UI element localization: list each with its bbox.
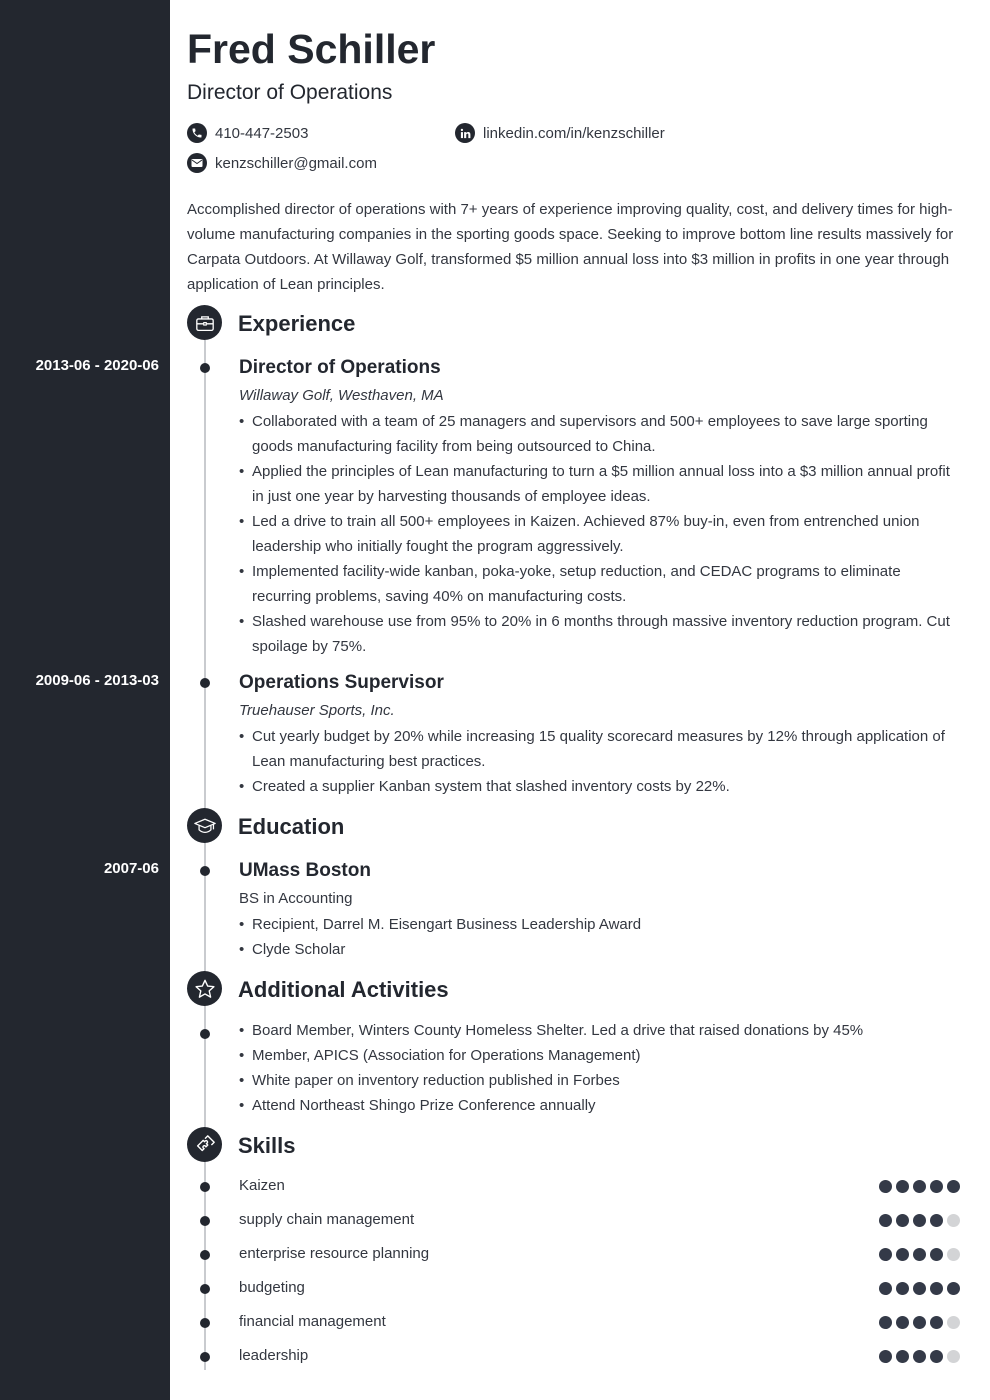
skill-name: financial management xyxy=(239,1313,386,1330)
list-item: • Applied the principles of Lean manufacturing to turn a $5 million annual loss into a $3 million annual profit in just one year by harvesting thousands of employee ideas. xyxy=(239,459,961,509)
rating-dot-filled xyxy=(947,1282,960,1295)
star-icon xyxy=(187,971,222,1006)
briefcase-icon xyxy=(187,305,222,340)
skill-rating xyxy=(879,1316,960,1329)
rating-dot-filled xyxy=(913,1214,926,1227)
linkedin-text: linkedin.com/in/kenzschiller xyxy=(483,124,665,142)
rating-dot-filled xyxy=(879,1180,892,1193)
rating-dot-filled xyxy=(930,1248,943,1261)
list-item: • Collaborated with a team of 25 managers and supervisors and 500+ employees to save large sporting goods manufacturing facility from being outsourced to China. xyxy=(239,409,961,459)
rating-dot-filled xyxy=(896,1316,909,1329)
list-item: • Board Member, Winters County Homeless Shelter. Led a drive that raised donations by 45% xyxy=(239,1018,961,1043)
email-text: kenzschiller@gmail.com xyxy=(215,154,377,172)
rating-dot-filled xyxy=(913,1282,926,1295)
list-item: • Member, APICS (Association for Operations Management) xyxy=(239,1043,961,1068)
activities-bullets xyxy=(239,1018,961,1118)
rating-dot-filled xyxy=(913,1350,926,1363)
timeline-dot xyxy=(200,363,210,373)
contact-email[interactable] xyxy=(187,153,377,173)
rating-dot-empty xyxy=(947,1214,960,1227)
skill-name: enterprise resource planning xyxy=(239,1245,430,1262)
timeline-dot xyxy=(200,1284,210,1294)
experience-heading: Experience xyxy=(238,311,356,336)
education-heading: Education xyxy=(238,814,345,839)
job-company: Willaway Golf, Westhaven, MA xyxy=(239,387,444,404)
rating-dot-filled xyxy=(930,1214,943,1227)
skill-name: leadership xyxy=(239,1347,309,1364)
rating-dot-filled xyxy=(879,1248,892,1261)
rating-dot-filled xyxy=(913,1180,926,1193)
candidate-name: Fred Schiller xyxy=(187,26,436,72)
phone-icon xyxy=(187,123,207,143)
education-bullets xyxy=(239,912,961,962)
envelope-icon xyxy=(187,153,207,173)
job-company: Truehauser Sports, Inc. xyxy=(239,702,395,719)
rating-dot-filled xyxy=(913,1316,926,1329)
rating-dot-filled xyxy=(930,1350,943,1363)
degree: BS in Accounting xyxy=(239,890,353,907)
skill-rating xyxy=(879,1180,960,1193)
puzzle-icon xyxy=(187,1127,222,1162)
rating-dot-filled xyxy=(947,1180,960,1193)
rating-dot-filled xyxy=(913,1248,926,1261)
linkedin-icon xyxy=(455,123,475,143)
rating-dot-filled xyxy=(879,1350,892,1363)
education-dates: 2007-06 xyxy=(103,860,159,877)
timeline-dot xyxy=(200,678,210,688)
school-name: UMass Boston xyxy=(239,860,371,881)
timeline-dot xyxy=(200,1318,210,1328)
list-item: • Led a drive to train all 500+ employees in Kaizen. Achieved 87% buy-in, even from entrenched union leadership who initially fought the program aggressively. xyxy=(239,509,961,559)
skill-rating xyxy=(879,1248,960,1261)
job-bullets xyxy=(239,409,961,659)
rating-dot-filled xyxy=(896,1282,909,1295)
graduation-cap-icon xyxy=(187,808,222,843)
rating-dot-filled xyxy=(930,1316,943,1329)
list-item: • Implemented facility-wide kanban, poka-yoke, setup reduction, and CEDAC programs to eliminate recurring problems, saving 40% on manufacturing costs. xyxy=(239,559,961,609)
list-item: • White paper on inventory reduction published in Forbes xyxy=(239,1068,961,1093)
timeline-dot xyxy=(200,1029,210,1039)
rating-dot-filled xyxy=(930,1282,943,1295)
skill-name: budgeting xyxy=(239,1279,305,1296)
timeline-dot xyxy=(200,866,210,876)
contact-linkedin[interactable] xyxy=(455,123,665,143)
rating-dot-empty xyxy=(947,1350,960,1363)
rating-dot-filled xyxy=(896,1214,909,1227)
list-item: • Clyde Scholar xyxy=(239,937,961,962)
list-item: • Created a supplier Kanban system that slashed inventory costs by 22%. xyxy=(239,774,961,799)
rating-dot-filled xyxy=(896,1248,909,1261)
skill-name: Kaizen xyxy=(239,1177,285,1194)
candidate-title: Director of Operations xyxy=(187,81,393,104)
activities-heading: Additional Activities xyxy=(238,977,449,1002)
skill-name: supply chain management xyxy=(239,1211,415,1228)
skill-rating xyxy=(879,1214,960,1227)
sidebar xyxy=(0,0,170,1400)
rating-dot-filled xyxy=(896,1180,909,1193)
rating-dot-filled xyxy=(879,1316,892,1329)
list-item: • Cut yearly budget by 20% while increasing 15 quality scorecard measures by 12% through application of Lean manufacturing best practices. xyxy=(239,724,961,774)
skills-heading: Skills xyxy=(238,1133,296,1158)
timeline-dot xyxy=(200,1182,210,1192)
job-title: Director of Operations xyxy=(239,357,441,378)
contact-phone[interactable] xyxy=(187,123,308,143)
job-dates: 2009-06 - 2013-03 xyxy=(35,672,159,689)
summary-paragraph: Accomplished director of operations with 7+ years of experience improving quality, cost, and delivery times for high-volume manufacturing companies in the sporting goods space. Seeking to improve bottom line results massively for Carpata Outdoors. At Willaway Golf, transformed $5 million annual loss into $3 million in profits in one year through application of Lean principles. xyxy=(187,201,954,293)
rating-dot-filled xyxy=(896,1350,909,1363)
timeline-dot xyxy=(200,1352,210,1362)
skill-rating xyxy=(879,1282,960,1295)
rating-dot-filled xyxy=(930,1180,943,1193)
timeline-dot xyxy=(200,1216,210,1226)
rating-dot-empty xyxy=(947,1316,960,1329)
timeline-dot xyxy=(200,1250,210,1260)
list-item: • Slashed warehouse use from 95% to 20% in 6 months through massive inventory reduction program. Cut spoilage by 75%. xyxy=(239,609,961,659)
skill-rating xyxy=(879,1350,960,1363)
phone-text: 410-447-2503 xyxy=(215,124,309,142)
job-bullets xyxy=(239,724,961,799)
rating-dot-filled xyxy=(879,1214,892,1227)
list-item: • Attend Northeast Shingo Prize Conference annually xyxy=(239,1093,961,1118)
job-title: Operations Supervisor xyxy=(239,672,444,693)
rating-dot-filled xyxy=(879,1282,892,1295)
rating-dot-empty xyxy=(947,1248,960,1261)
job-dates: 2013-06 - 2020-06 xyxy=(35,357,159,374)
list-item: • Recipient, Darrel M. Eisengart Business Leadership Award xyxy=(239,912,961,937)
